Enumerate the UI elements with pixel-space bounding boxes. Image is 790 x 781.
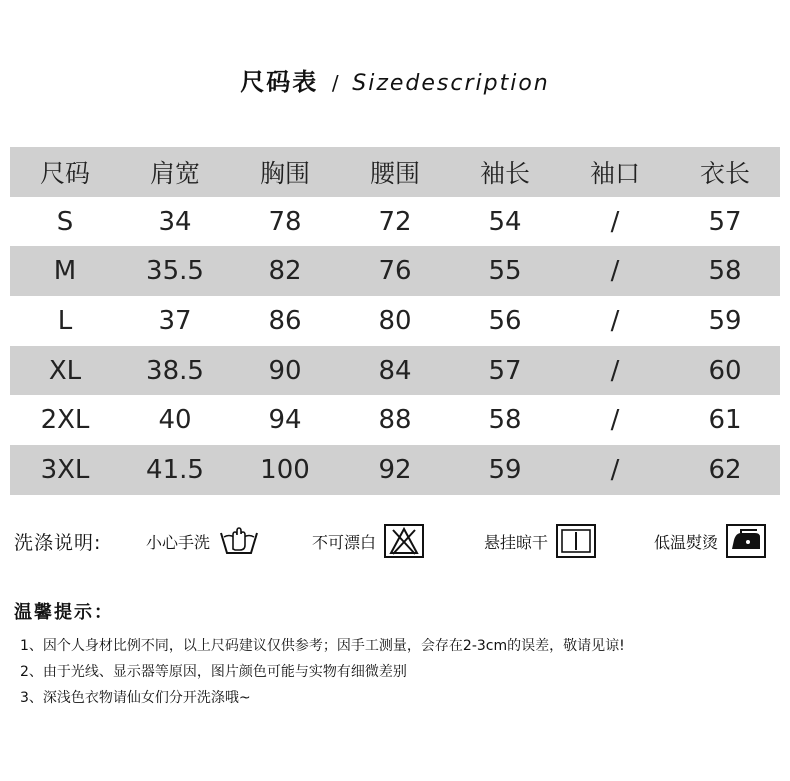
- table-cell: 58: [670, 246, 780, 296]
- table-cell: 59: [450, 445, 560, 495]
- header-shoulder: 肩宽: [120, 147, 230, 197]
- table-cell: S: [56, 206, 74, 237]
- table-cell: 58: [488, 405, 522, 436]
- title-chinese: 尺码表: [240, 68, 319, 96]
- tips-title: 温馨提示：: [14, 602, 114, 623]
- table-cell: 90: [230, 346, 340, 396]
- care-item-low-iron: [654, 524, 766, 558]
- header-chest: 胸围: [230, 147, 340, 197]
- table-cell: 59: [708, 305, 742, 336]
- table-cell: 88: [378, 405, 412, 436]
- header-cuff: 袖口: [560, 147, 670, 197]
- tip-item: 2、由于光线、显示器等原因，图片颜色可能与实物有细微差别: [20, 664, 407, 680]
- table-cell: /: [610, 305, 620, 336]
- care-item-hang-dry: [484, 524, 596, 558]
- table-cell: 3XL: [10, 445, 120, 495]
- table-cell: 82: [230, 246, 340, 296]
- title-separator: /: [331, 71, 339, 95]
- size-table: [10, 147, 780, 495]
- care-instructions: [0, 520, 790, 560]
- table-row: [10, 346, 780, 396]
- table-cell: /: [610, 405, 620, 436]
- table-cell: 57: [450, 346, 560, 396]
- header-size: 尺码: [10, 147, 120, 197]
- table-cell: 61: [708, 405, 742, 436]
- header-waist: 腰围: [340, 147, 450, 197]
- table-cell: 38.5: [120, 346, 230, 396]
- table-cell: 55: [450, 246, 560, 296]
- table-cell: 34: [158, 206, 192, 237]
- hand-wash-icon: [218, 525, 260, 557]
- table-cell: /: [560, 445, 670, 495]
- hang-dry-icon: [556, 524, 596, 558]
- table-cell: 92: [340, 445, 450, 495]
- table-cell: /: [560, 246, 670, 296]
- table-cell: XL: [10, 346, 120, 396]
- table-row: [10, 445, 780, 495]
- table-cell: 86: [268, 305, 302, 336]
- table-row: [10, 197, 780, 247]
- care-label: 小心手洗: [146, 532, 211, 552]
- table-cell: L: [57, 305, 73, 336]
- table-cell: 35.5: [120, 246, 230, 296]
- table-cell: 76: [340, 246, 450, 296]
- page-title: [0, 62, 790, 97]
- table-cell: 100: [230, 445, 340, 495]
- no-bleach-icon: [384, 524, 424, 558]
- table-cell: 94: [268, 405, 302, 436]
- table-cell: 40: [158, 405, 192, 436]
- table-cell: 41.5: [120, 445, 230, 495]
- tips-list: [20, 633, 780, 711]
- care-item-no-bleach: [312, 524, 424, 558]
- header-sleeve-length: 袖长: [450, 147, 560, 197]
- table-cell: /: [610, 206, 620, 237]
- table-row: [10, 296, 780, 346]
- table-cell: 72: [378, 206, 412, 237]
- table-cell: 80: [378, 305, 412, 336]
- table-cell: /: [560, 346, 670, 396]
- header-length: 衣长: [670, 147, 780, 197]
- table-cell: 62: [670, 445, 780, 495]
- care-title: 洗涤说明:: [14, 532, 102, 554]
- table-cell: 54: [488, 206, 522, 237]
- tip-item: 3、深浅色衣物请仙女们分开洗涤哦~: [20, 690, 251, 706]
- table-cell: 60: [670, 346, 780, 396]
- table-cell: 84: [340, 346, 450, 396]
- table-row: [10, 246, 780, 296]
- table-cell: 2XL: [40, 405, 90, 436]
- title-english: Sizedescription: [352, 71, 550, 96]
- table-cell: 56: [488, 305, 522, 336]
- care-label: 低温熨烫: [654, 532, 719, 552]
- table-header-row: [10, 147, 780, 197]
- table-cell: M: [10, 246, 120, 296]
- table-cell: 78: [268, 206, 302, 237]
- table-cell: 37: [158, 305, 192, 336]
- care-label: 不可漂白: [312, 532, 377, 552]
- low-iron-icon: [726, 524, 766, 558]
- table-cell: 57: [708, 206, 742, 237]
- tip-item: 1、因个人身材比例不同，以上尺码建议仅供参考；因手工测量，会存在2-3cm的误差，敬请见谅!: [20, 638, 625, 654]
- care-label: 悬挂晾干: [484, 532, 549, 552]
- care-item-hand-wash: [146, 524, 260, 558]
- table-row: [10, 395, 780, 445]
